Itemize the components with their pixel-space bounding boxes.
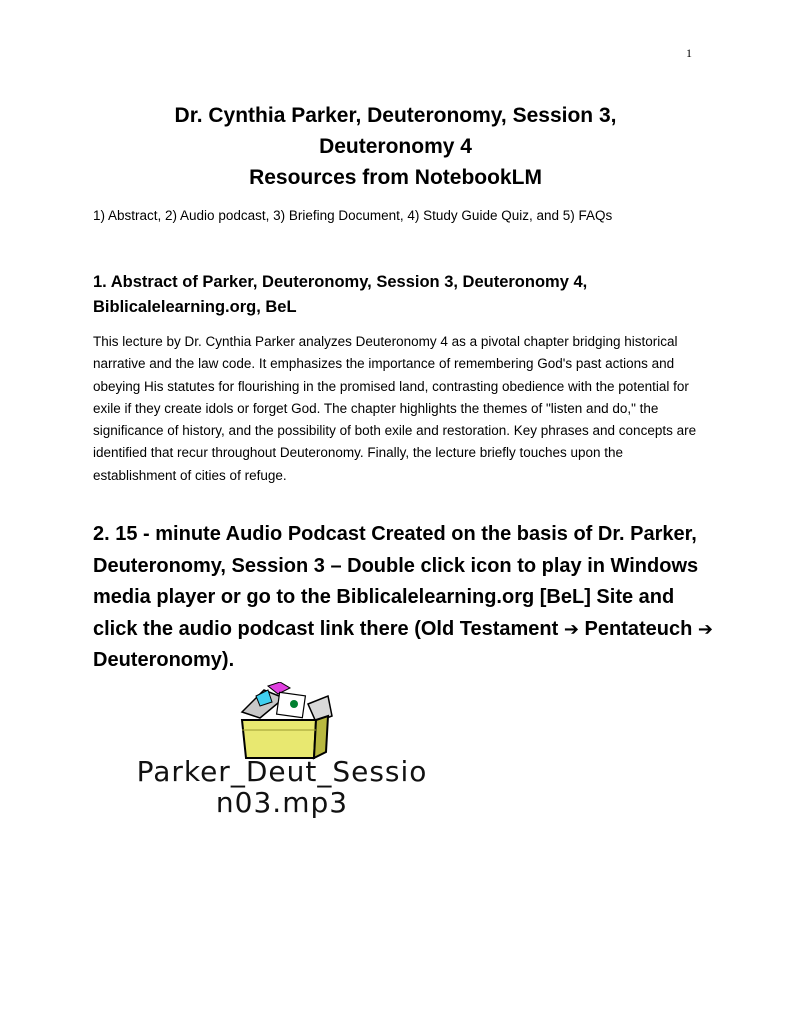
crumb-pentateuch: Pentateuch <box>584 617 693 640</box>
document-title <box>0 100 791 193</box>
file-name-line-1: Parker_Deut_Sessio <box>136 755 428 788</box>
arrow-right-icon: ➔ <box>697 618 713 640</box>
podcast-heading-text: 2. 15 - minute Audio Podcast Created on the basis of Dr. Parker, Deuteronomy, Session 3 – Double click icon to play in Windows media player or go to the Biblicalelearning.org [BeL] Site and click the audio podcast link there (Old Testament <box>93 523 699 640</box>
file-name-line-2: n03.mp3 <box>215 786 349 819</box>
title-line-3: Resources from NotebookLM <box>249 166 542 189</box>
title-line-1: Dr. Cynthia Parker, Deuteronomy, Session 3, <box>174 104 617 127</box>
resources-list: 1) Abstract, 2) Audio podcast, 3) Briefing Document, 4) Study Guide Quiz, and 5) FAQs <box>93 208 613 223</box>
file-name-label[interactable] <box>96 756 468 818</box>
page-number: 1 <box>686 46 692 60</box>
abstract-body: This lecture by Dr. Cynthia Parker analyzes Deuteronomy 4 as a pivotal chapter bridging historical narrative and the law code. It emphasizes the importance of remembering God's past actions and obeying His statutes for flourishing in the promised land, contrasting obedience with the potential for exile if they create idols or forget God. The chapter highlights the themes of "listen and do," the significance of history, and the possibility of both exile and restoration. Key phrases and concepts are identified that recur throughout Deuteronomy. Finally, the lecture briefly touches upon the establishment of cities of refuge. <box>93 334 697 483</box>
arrow-right-icon: ➔ <box>563 618 579 640</box>
package-icon[interactable] <box>220 682 340 762</box>
podcast-heading <box>93 519 713 677</box>
crumb-deuteronomy: Deuteronomy). <box>93 649 235 671</box>
abstract-heading: 1. Abstract of Parker, Deuteronomy, Session 3, Deuteronomy 4, Biblicalelearning.org, BeL <box>93 273 588 316</box>
title-line-2: Deuteronomy 4 <box>319 135 472 158</box>
